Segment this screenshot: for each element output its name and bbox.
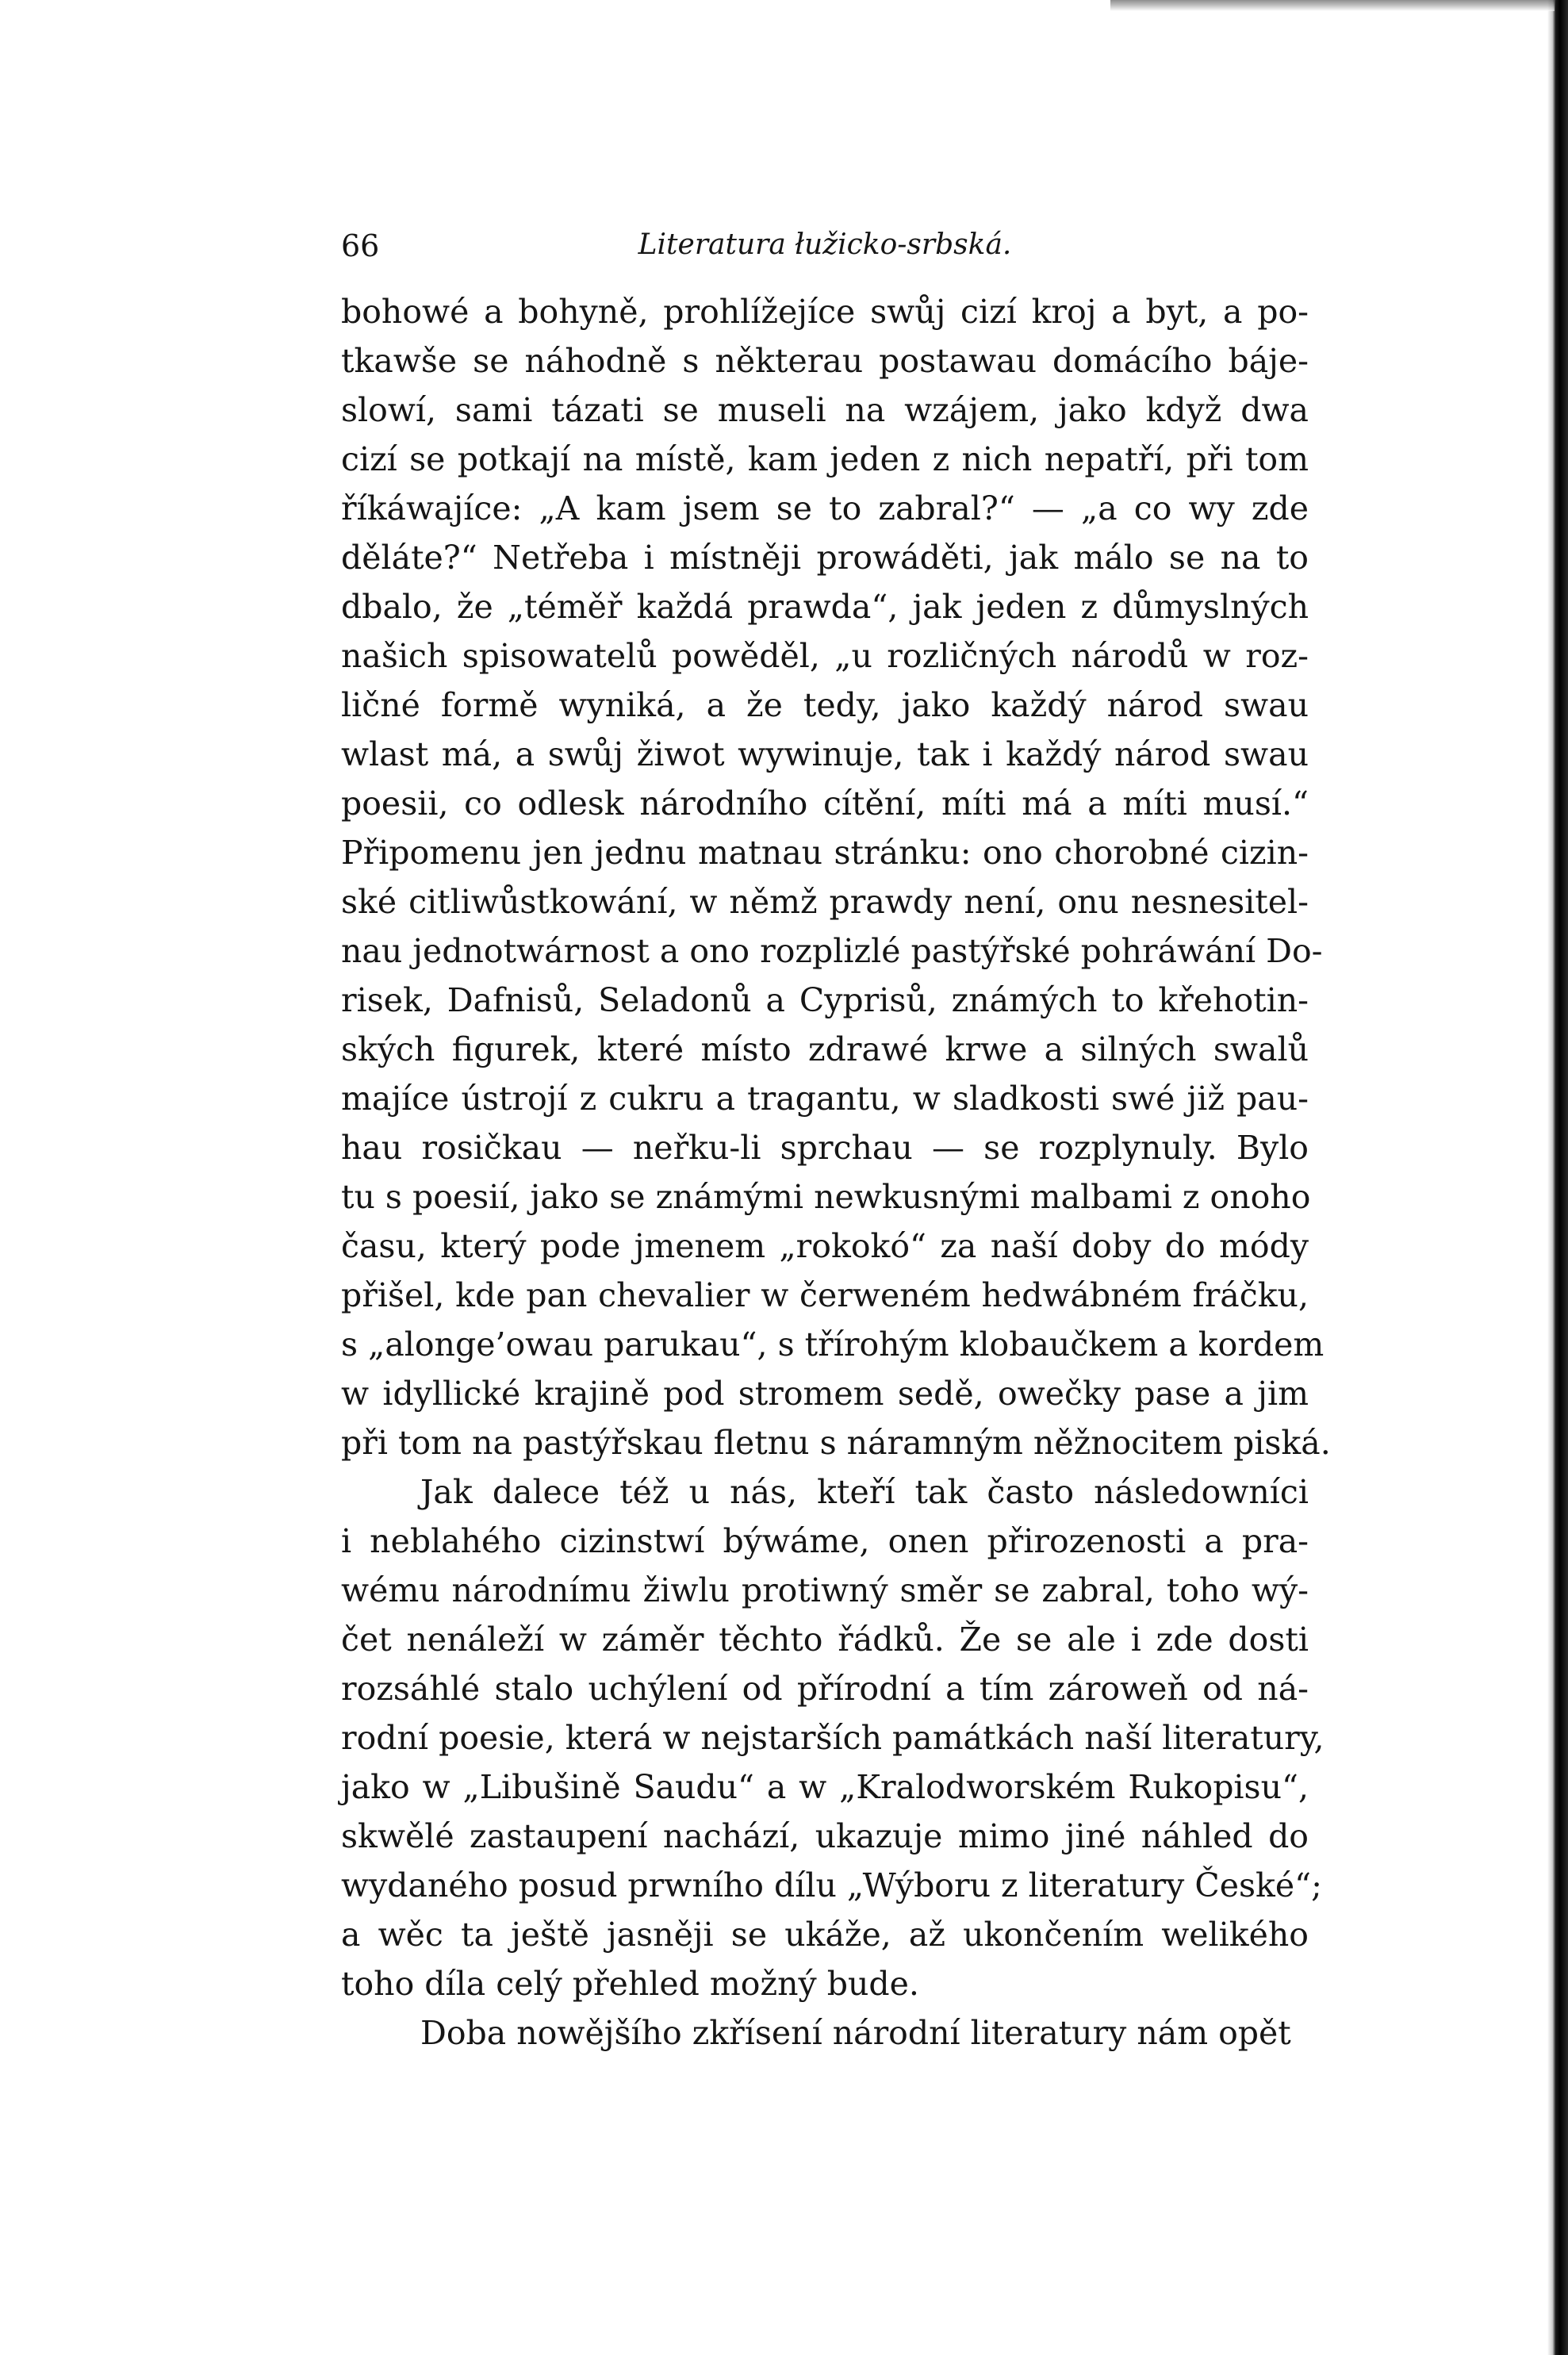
text-line: ské citliwůstkowání, w němž prawdy není, onu nesnesitel-: [341, 883, 1309, 921]
text-line: našich spisowatelů powěděl, „u rozličných národů w roz-: [341, 637, 1309, 675]
text-line: Doba nowějšího zkřísení národní literatury nám opět: [420, 2014, 1291, 2052]
paragraph: [341, 1467, 1325, 2008]
text-line: říkáwajíce: „A kam jsem se to zabral?“ — „a co wy zde: [341, 489, 1309, 527]
text-line: času, který pode jmenem „rokokó“ za naší doby do módy: [341, 1227, 1309, 1265]
text-line: skwělé zastaupení nachází, ukazuje mimo jiné náhled do: [341, 1817, 1309, 1855]
text-line: w idyllické krajině pod stromem sedě, owečky pase a jim: [341, 1375, 1309, 1413]
text-line: wému národnímu žiwlu protiwný směr se zabral, toho wý-: [341, 1571, 1309, 1609]
text-line: při tom na pastýřskau fletnu s náramným něžnocitem piská.: [341, 1424, 1331, 1462]
text-line: Připomenu jen jednu matnau stránku: ono chorobné cizin-: [341, 834, 1309, 872]
text-line: rodní poesie, která w nejstarších památkách naší literatury,: [341, 1719, 1325, 1757]
text-line: dbalo, že „téměř každá prawda“, jak jeden z důmyslných: [341, 588, 1309, 626]
body-text: [341, 287, 1331, 2058]
text-line: nau jednotwárnost a ono rozplizlé pastýřské pohráwání Do-: [341, 932, 1323, 970]
text-line: wlast má, a swůj žiwot wywinuje, tak i každý národ swau: [341, 735, 1309, 773]
page-header: [341, 222, 1309, 270]
text-line: čet nenáleží w záměr těchto řádků. Že se ale i zde dosti: [341, 1621, 1309, 1659]
paragraph: [341, 2008, 1309, 2058]
text-line: toho díla celý přehled možný bude.: [341, 1965, 919, 2003]
text-line: wydaného posud prwního dílu „Wýboru z literatury České“;: [341, 1866, 1322, 1904]
text-line: tkawše se náhodně s některau postawau domácího báje-: [341, 342, 1309, 380]
paragraph: [341, 287, 1331, 1467]
text-line: Jak dalece též u nás, kteří tak často následowníci: [420, 1473, 1309, 1511]
running-title: Literatura łužicko-srbská.: [638, 228, 1012, 261]
text-line: jako w „Libušině Saudu“ a w „Kralodworském Rukopisu“,: [341, 1768, 1309, 1806]
text-line: přišel, kde pan chevalier w čerweném hedwábném fráčku,: [341, 1276, 1309, 1314]
page-number: 66: [341, 228, 380, 263]
text-line: děláte?“ Netřeba i místněji prowáděti, jak málo se na to: [341, 539, 1309, 577]
scan-top-edge: [1110, 0, 1555, 11]
text-line: rozsáhlé stalo uchýlení od přírodní a tím zároweň od ná-: [341, 1670, 1309, 1708]
text-line: bohowé a bohyně, prohlížejíce swůj cizí kroj a byt, a po-: [341, 293, 1309, 331]
scan-right-edge: [1547, 0, 1568, 2355]
text-line: poesii, co odlesk národního cítění, míti má a míti musí.“: [341, 784, 1309, 823]
text-line: hau rosičkau — neřku-li sprchau — se rozplynuly. Bylo: [341, 1129, 1309, 1167]
text-line: majíce ústrojí z cukru a tragantu, w sladkosti swé již pau-: [341, 1080, 1309, 1118]
text-line: i neblahého cizinstwí býwáme, onen přirozenosti a pra-: [341, 1522, 1309, 1560]
text-line: a wěc ta ještě jasněji se ukáže, až ukončením welikého: [341, 1916, 1309, 1954]
text-line: ských figurek, které místo zdrawé krwe a silných swalů: [341, 1030, 1309, 1068]
text-line: ličné formě wyniká, a že tedy, jako každý národ swau: [341, 686, 1309, 724]
book-page: [341, 222, 1331, 2237]
text-line: s „alonge’owau parukau“, s třírohým klobaučkem a kordem: [341, 1325, 1325, 1364]
text-line: slowí, sami tázati se museli na wzájem, jako když dwa: [341, 391, 1309, 429]
text-line: tu s poesií, jako se známými newkusnými malbami z onoho: [341, 1178, 1311, 1216]
text-line: risek, Dafnisů, Seladonů a Cyprisů, známých to křehotin-: [341, 981, 1309, 1019]
text-line: cizí se potkají na místě, kam jeden z nich nepatří, při tom: [341, 440, 1309, 478]
